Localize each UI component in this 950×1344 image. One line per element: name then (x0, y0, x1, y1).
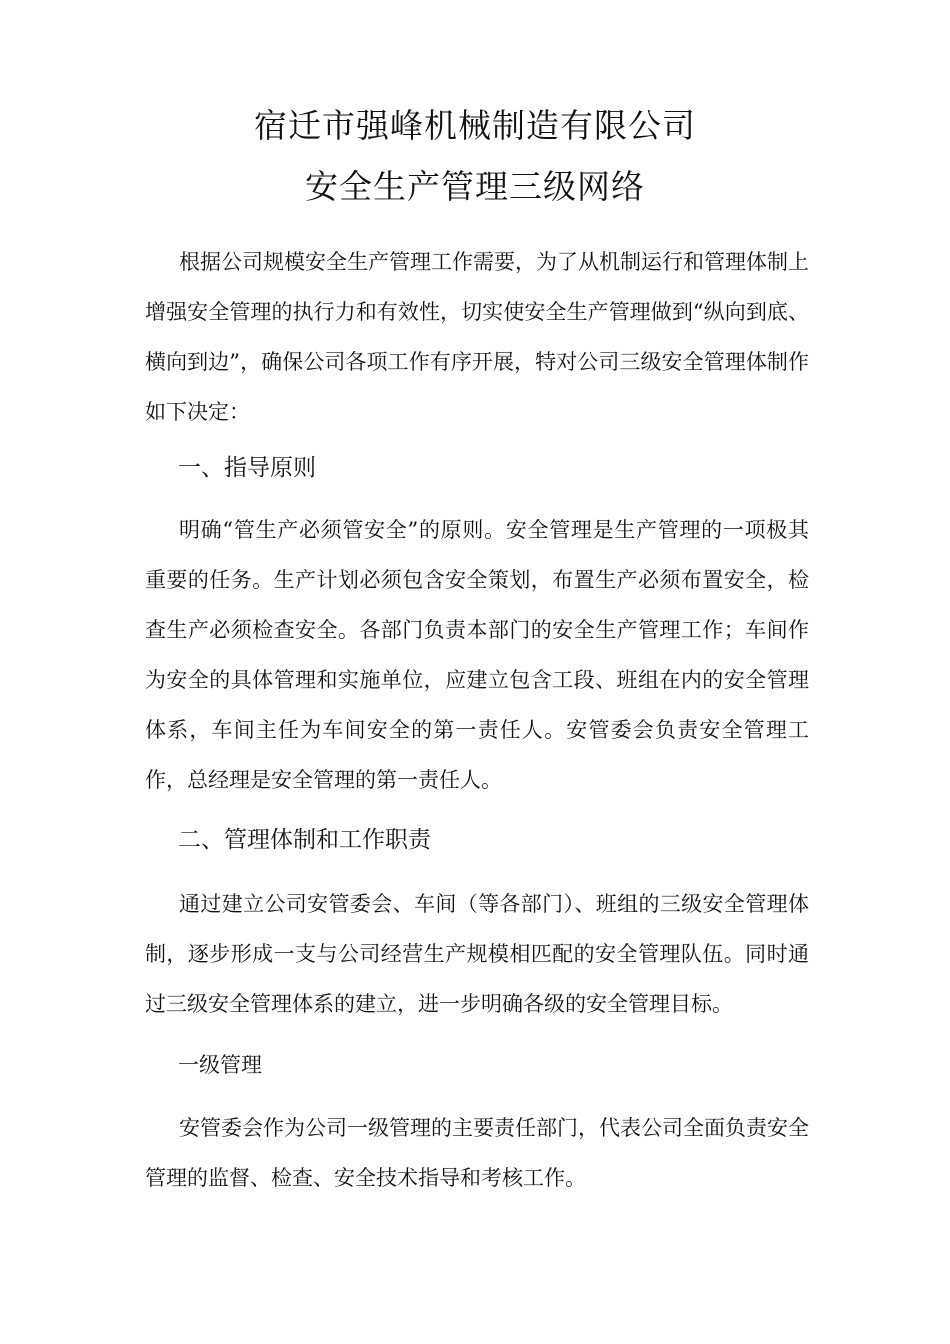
subheading-level-one-management: 一级管理 (178, 1053, 262, 1077)
management-system-paragraph: 通过建立公司安管委会、车间（等各部门）、班组的三级安全管理体制，逐步形成一支与公司经营生产规模相匹配的安全管理队伍。同时通过三级安全管理体系的建立，进一步明确各级的安全管理目标。 (145, 892, 809, 1016)
section-heading-guiding-principles: 一、指导原则 (178, 455, 316, 481)
level-one-management-paragraph: 安管委会作为公司一级管理的主要责任部门，代表公司全面负责安全管理的监督、检查、安全技术指导和考核工作。 (145, 1116, 809, 1190)
guiding-principles-paragraph: 明确“管生产必须管安全”的原则。安全管理是生产管理的一项极其重要的任务。生产计划必须包含安全策划，布置生产必须布置安全，检查生产必须检查安全。各部门负责本部门的安全生产管理工作；车间作为安全的具体管理和实施单位，应建立包含工段、班组在内的安全管理体系，车间主任为车间安全的第一责任人。安管委会负责安全管理工作，总经理是安全管理的第一责任人。 (145, 518, 809, 792)
document-title-subject: 安全生产管理三级网络 (305, 167, 645, 206)
document-title-company: 宿迁市强峰机械制造有限公司 (254, 106, 696, 145)
section-heading-management-system: 二、管理体制和工作职责 (178, 827, 431, 853)
intro-paragraph: 根据公司规模安全生产管理工作需要，为了从机制运行和管理体制上增强安全管理的执行力和有效性，切实使安全生产管理做到“纵向到底、横向到边”，确保公司各项工作有序开展，特对公司三级安全管理体制作如下决定： (145, 250, 809, 424)
